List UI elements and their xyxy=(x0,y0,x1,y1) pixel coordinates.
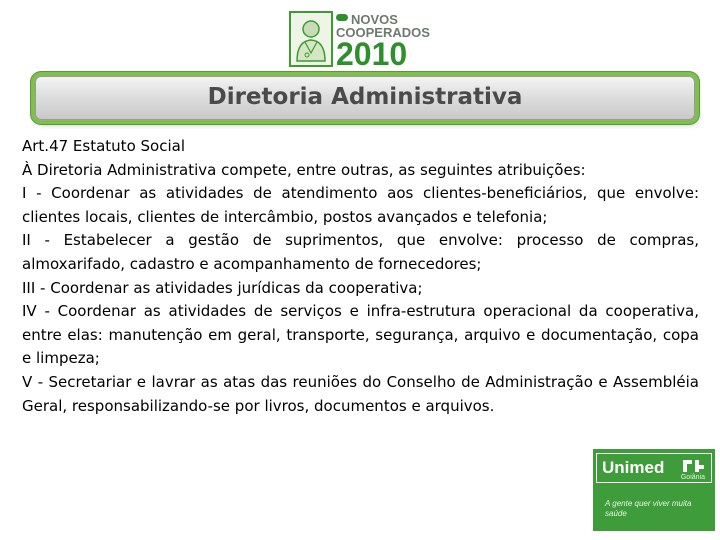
unimed-brand-box xyxy=(596,453,712,483)
banner-title: Diretoria Administrativa xyxy=(207,84,523,110)
list-item: I - Coordenar as atividades de atendimento aos clientes-beneficiários, que envolve: clientes locais, clientes de intercâmbio, postos avançados e telefonia; xyxy=(22,184,699,226)
list-item: IV - Coordenar as atividades de serviços e infra-estrutura operacional da cooperativa, entre elas: manutenção em geral, transporte, segurança, arquivo e documentação, copa e limpeza; xyxy=(22,302,699,368)
unimed-slogan: A gente quer viver muita saúde xyxy=(605,499,692,518)
article-heading: Art.47 Estatuto Social xyxy=(22,137,185,155)
title-banner xyxy=(35,76,695,120)
unimed-logo xyxy=(593,449,715,531)
list-item: V - Secretariar e lavrar as atas das reuniões do Conselho de Administração e Assembléia Geral, responsabilizando-se por livros, documentos e arquivos. xyxy=(22,372,699,415)
doctor-portrait-icon xyxy=(289,11,333,67)
logo-pill-icon xyxy=(336,14,348,21)
unimed-brand: Unimed xyxy=(602,458,665,477)
unimed-city: Goiânia xyxy=(680,474,705,481)
novos-cooperados-logo xyxy=(289,11,431,73)
list-item: II - Estabelecer a gestão de suprimentos, que envolve: processo de compras, almoxarifado, cadastro e acompanhamento de fornecedores; xyxy=(22,231,699,273)
article-intro: À Diretoria Administrativa compete, entre outras, as seguintes atribuições: xyxy=(22,160,586,179)
logo-year: 2010 xyxy=(336,36,408,72)
logo-line1: NOVOS xyxy=(351,12,398,27)
statute-text xyxy=(22,135,699,418)
logo-line2: COOPERADOS xyxy=(336,25,430,40)
list-item: III - Coordenar as atividades jurídicas da cooperativa; xyxy=(22,278,423,297)
unimed-symbol-icon xyxy=(681,458,707,474)
